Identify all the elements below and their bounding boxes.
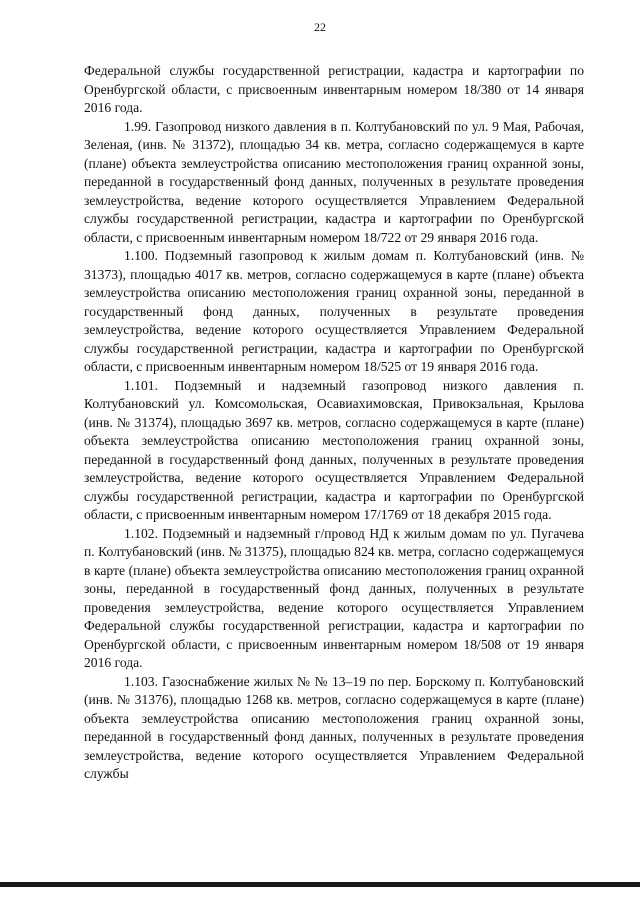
paragraph-continuation: Федеральной службы государственной регистрации, кадастра и картографии по Оренбургской области, с присвоенным инвентарным номером 18/380 от 14 января 2016 года. xyxy=(84,63,584,115)
paragraph-item-1-101: 1.101. Подземный и надземный газопровод низкого давления п. Колтубановский ул. Комсомольская, Осавиахимовская, Привокзальная, Крылова (инв. № 31374), площадью 3697 кв. метров, согласно содержащемуся в карте (плане) объекта землеустройства описанию местоположения границ охранной зоны, переданной в государственный фонд данных, полученных в результате проведения землеустройства, ведение которого осуществляется Управлением Федеральной службы государственной регистрации, кадастра и картографии по Оренбургской области, с присвоенным инвентарным номером 17/1769 от 18 декабря 2015 года. xyxy=(84,377,584,522)
paragraph-item-1-103: 1.103. Газоснабжение жилых № № 13–19 по пер. Борскому п. Колтубановский (инв. № 31376), площадью 1268 кв. метров, согласно содержащемуся в карте (плане) объекта землеустройства описанию местоположения границ охранной зоны, переданной в государственный фонд данных, полученных в результате проведения землеустройства, ведение которого осуществляется Управлением Федеральной службы xyxy=(84,673,584,781)
page-number: 22 xyxy=(314,20,326,34)
document-body xyxy=(84,62,584,784)
paragraph-item-1-102: 1.102. Подземный и надземный г/провод НД к жилым домам по ул. Пугачева п. Колтубановский (инв. № 31375), площадью 824 кв. метра, согласно содержащемуся в карте (плане) объекта землеустройства описанию местоположения границ охранной зоны, переданной в государственный фонд данных, полученных в результате проведения землеустройства, ведение которого осуществляется Управлением Федеральной службы государственной регистрации, кадастра и картографии по Оренбургской области, с присвоенным инвентарным номером 18/508 от 19 января 2016 года. xyxy=(84,525,584,670)
bottom-scan-edge xyxy=(0,882,640,887)
paragraph-item-1-99: 1.99. Газопровод низкого давления в п. Колтубановский по ул. 9 Мая, Рабочая, Зеленая, (инв. № 31372), площадью 34 кв. метра, согласно содержащемуся в карте (плане) объекта землеустройства описанию местоположения границ охранной зоны, переданной в государственный фонд данных, полученных в результате проведения землеустройства, ведение которого осуществляется Управлением Федеральной службы государственной регистрации, кадастра и картографии по Оренбургской области, с присвоенным инвентарным номером 18/722 от 29 января 2016 года. xyxy=(84,118,584,245)
paragraph-item-1-100: 1.100. Подземный газопровод к жилым домам п. Колтубановский (инв. № 31373), площадью 4017 кв. метров, согласно содержащемуся в карте (плане) объекта землеустройства описанию местоположения границ охранной зоны, переданной в государственный фонд данных, полученных в результате проведения землеустройства, ведение которого осуществляется Управлением Федеральной службы государственной регистрации, кадастра и картографии по Оренбургской области, с присвоенным инвентарным номером 18/525 от 19 января 2016 года. xyxy=(84,248,584,374)
